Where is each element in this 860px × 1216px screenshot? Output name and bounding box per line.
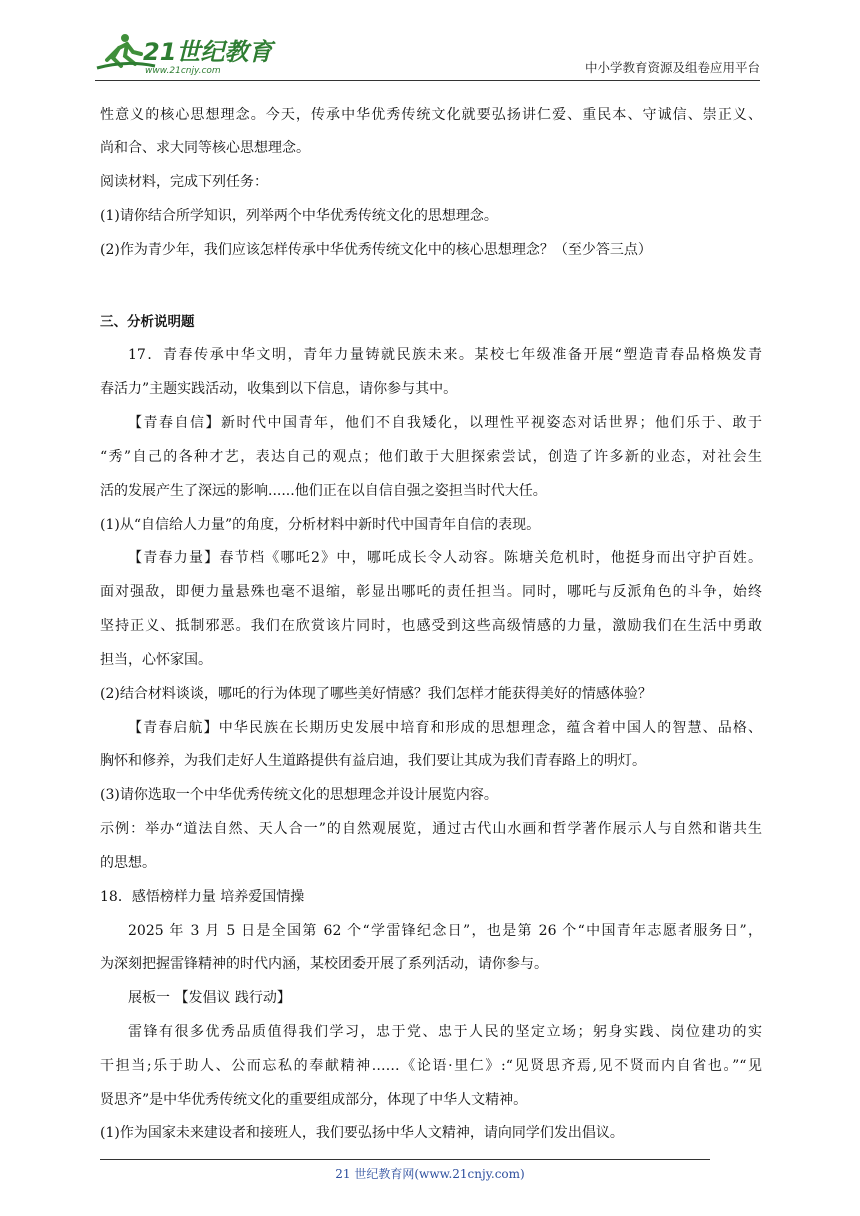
question-17-2: (2)结合材料谈谈，哪吒的行为体现了哪些美好情感？我们怎样才能获得美好的情感体验？ (100, 686, 652, 702)
material-paragraph: 活的发展产生了深远的影响......他们正在以自信自强之姿担当时代大任。 (100, 483, 547, 499)
material-paragraph: 面对强敌，即便力量悬殊也毫不退缩，彰显出哪吒的责任担当。同时，哪吒与反派角色的斗争，始终 (100, 584, 762, 600)
paragraph-line: 尚和合、求大同等核心思想理念。 (100, 140, 310, 156)
section-title: 三、分析说明题 (100, 314, 195, 330)
instruction-line: 阅读材料，完成下列任务： (100, 174, 268, 190)
page-header (95, 28, 760, 81)
material-paragraph: 雷锋有很多优秀品质值得我们学习，忠于党、忠于人民的坚定立场；躬身实践、岗位建功的实 (128, 1024, 762, 1040)
material-paragraph: 【青春启航】中华民族在长期历史发展中培育和形成的思想理念，蕴含着中国人的智慧、品格、 (128, 720, 762, 736)
material-paragraph: “秀”自己的各种才艺，表达自己的观点；他们敢于大胆探索尝试，创造了许多新的业态，对社会生 (100, 449, 762, 465)
example-line: 示例：举办“道法自然、天人合一”的自然观展览，通过古代山水画和哲学著作展示人与自然和谐共生 (100, 821, 762, 837)
paragraph-line: 性意义的核心思想理念。今天，传承中华优秀传统文化就要弘扬讲仁爱、重民本、守诚信、崇正义、 (100, 107, 762, 123)
footer-divider (100, 1159, 710, 1160)
page-footer: 21 世纪教育网(www.21cnjy.com) (335, 1167, 525, 1181)
question-2: (2)作为青少年，我们应该怎样传承中华优秀传统文化中的核心思想理念？（至少答三点） (100, 242, 652, 258)
material-paragraph: 坚持正义、抵制邪恶。我们在欣赏该片同时，也感受到这些高级情感的力量，激励我们在生活中勇敢 (100, 618, 762, 634)
material-paragraph: 【青春自信】新时代中国青年，他们不自我矮化，以理性平视姿态对话世界；他们乐于、敢于 (128, 415, 762, 431)
question-1: (1)请你结合所学知识，列举两个中华优秀传统文化的思想理念。 (100, 208, 498, 224)
material-paragraph: 贤思齐”是中华优秀传统文化的重要组成部分，体现了中华人文精神。 (100, 1092, 528, 1108)
svg-text:www.21cnjy.com: www.21cnjy.com (145, 66, 221, 76)
question-17-3: (3)请你选取一个中华优秀传统文化的思想理念并设计展览内容。 (100, 787, 498, 803)
question-18-stem: 为深刻把握雷锋精神的时代内涵，某校团委开展了系列活动，请你参与。 (100, 956, 548, 972)
example-line: 的思想。 (100, 855, 156, 871)
question-18-stem: 2025 年 3 月 5 日是全国第 62 个“学雷锋纪念日”，也是第 26 个“中国青年志愿者服务日”， (128, 923, 762, 939)
logo-icon (95, 30, 295, 76)
material-paragraph: 【青春力量】春节档《哪吒2》中，哪吒成长令人动容。陈塘关危机时，他挺身而出守护百姓。 (128, 550, 762, 566)
material-paragraph: 担当，心怀家国。 (100, 652, 212, 668)
question-18-title: 18．感悟榜样力量 培养爱国情操 (100, 889, 305, 905)
platform-name: 中小学教育资源及组卷应用平台 (584, 60, 760, 75)
panel-title: 展板一 【发倡议 践行动】 (128, 990, 291, 1006)
question-17-1: (1)从“自信给人力量”的角度，分析材料中新时代中国青年自信的表现。 (100, 517, 541, 533)
material-paragraph: 干担当;乐于助人、公而忘私的奉献精神……《论语·里仁》:“见贤思齐焉,见不贤而内自省也。”“见 (100, 1058, 762, 1074)
question-18-1: (1)作为国家未来建设者和接班人，我们要弘扬中华人文精神，请向同学们发出倡议。 (100, 1125, 624, 1141)
material-paragraph: 胸怀和修养，为我们走好人生道路提供有益启迪，我们要让其成为我们青春路上的明灯。 (100, 753, 646, 769)
question-17-stem: 17．青春传承中华文明，青年力量铸就民族未来。某校七年级准备开展“塑造青春品格焕发青 (128, 347, 762, 363)
question-17-stem: 春活力”主题实践活动，收集到以下信息，请你参与其中。 (100, 381, 458, 397)
svg-text:21世纪教育: 21世纪教育 (143, 38, 273, 66)
